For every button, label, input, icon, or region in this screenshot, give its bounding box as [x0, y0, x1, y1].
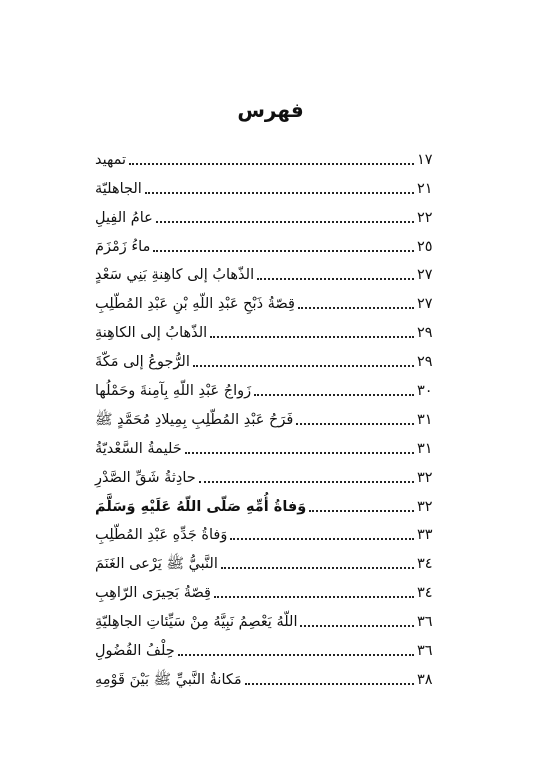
toc-entry-title: قِصّةُ بَحِيرَى الرّاهِبِ	[95, 585, 211, 602]
toc-entry	[93, 574, 441, 603]
dot-leader	[221, 567, 414, 569]
toc-entry-title: الجاهليّة	[95, 180, 142, 197]
toc-entry-page-number: ٣٢	[417, 469, 433, 486]
toc-entry-title: حادِثةُ شَقِّ الصَّدْرِ	[95, 469, 196, 486]
toc-entry	[93, 459, 441, 488]
toc-entry-page-number: ٣٤	[417, 556, 433, 573]
toc-entry-title: عامُ الفِيلِ	[95, 209, 153, 226]
dot-leader	[298, 307, 414, 309]
dot-leader	[230, 538, 414, 540]
toc-entry-title: حَليمةُ السَّعْديّةُ	[95, 440, 182, 457]
toc-entry-page-number: ٣١	[417, 411, 433, 428]
toc-entry	[93, 545, 441, 574]
toc-entry-page-number: ٢١	[417, 180, 433, 197]
toc-entry-page-number: ٣٠	[417, 383, 433, 400]
toc-entry-title: زَواجُ عَبْدِ اللّهِ بِآمِنةَ وحَمْلُها	[95, 383, 252, 400]
toc-entry	[93, 372, 441, 401]
toc-entry	[93, 343, 441, 372]
toc-entry	[93, 661, 441, 690]
toc-entry	[93, 170, 441, 199]
toc-entry-title: الذّهابُ إلى كاهِنةِ بَنِي سَعْدٍ	[95, 267, 255, 284]
toc-entry-title: فَرَحُ عَبْدِ المُطّلِبِ بِمِيلادِ مُحَمَّدٍ ﷺ	[95, 411, 294, 428]
toc-entry	[93, 285, 441, 314]
toc-entry-title: الرُّجوعُ إلى مَكّةَ	[95, 354, 190, 371]
table-of-contents	[93, 141, 441, 690]
toc-entry-page-number: ٢٥	[417, 238, 433, 255]
toc-entry	[93, 199, 441, 228]
toc-entry-page-number: ٢٧	[417, 296, 433, 313]
toc-entry	[93, 517, 441, 546]
toc-entry-page-number: ٣٦	[417, 614, 433, 631]
toc-entry-title: النَّبيُّ ﷺ يَرْعى الغَنَمَ	[95, 556, 218, 573]
dot-leader	[153, 250, 414, 252]
toc-entry-page-number: ٢٢	[417, 209, 433, 226]
toc-entry-page-number: ٣٨	[417, 671, 433, 688]
toc-entry-title: وَفاةُ أُمِّهِ صَلّى اللّهُ عَلَيْهِ وَسَلَّمَ	[95, 498, 307, 515]
toc-entry-page-number: ٢٧	[417, 267, 433, 284]
toc-entry-title: ماءُ زَمْزَمَ	[95, 238, 151, 255]
page-title: فهرس	[237, 98, 304, 122]
toc-entry	[93, 257, 441, 286]
toc-entry-title: وَفاةُ جَدِّهِ عَبْدِ المُطّلِبِ	[95, 527, 228, 544]
toc-entry-page-number: ٢٩	[417, 354, 433, 371]
toc-entry	[93, 141, 441, 170]
toc-entry-page-number: ١٧	[417, 151, 433, 168]
toc-entry	[93, 488, 441, 517]
dot-leader	[185, 452, 414, 454]
toc-entry	[93, 603, 441, 632]
toc-entry-title: مَكانةُ النَّبيِّ ﷺ بَيْنَ قَوْمِهِ	[95, 671, 242, 688]
toc-entry	[93, 228, 441, 257]
toc-entry-title: الذّهابُ إلى الكاهِنةِ	[95, 325, 208, 342]
toc-entry-title: حِلْفُ الفُضُولِ	[95, 643, 175, 660]
dot-leader	[254, 394, 414, 396]
toc-entry-page-number: ٣٣	[417, 527, 433, 544]
dot-leader	[145, 192, 414, 194]
dot-leader	[210, 336, 414, 338]
toc-entry-page-number: ٣٦	[417, 643, 433, 660]
dot-leader	[300, 625, 414, 627]
toc-entry	[93, 430, 441, 459]
toc-entry-page-number: ٣٢	[417, 498, 433, 515]
dot-leader	[193, 365, 414, 367]
toc-entry-page-number: ٢٩	[417, 325, 433, 342]
toc-entry	[93, 401, 441, 430]
dot-leader	[178, 654, 414, 656]
dot-leader	[245, 683, 414, 685]
dot-leader	[257, 278, 414, 280]
toc-entry	[93, 314, 441, 343]
dot-leader	[199, 481, 414, 483]
toc-entry	[93, 632, 441, 661]
dot-leader	[296, 423, 414, 425]
toc-entry-title: اللّهُ يَعْصِمُ نَبِيَّهُ مِنْ سَيِّئاتِ الجاهِليّةِ	[95, 614, 298, 631]
toc-entry-title: قِصّةُ ذَبْحِ عَبْدِ اللّهِ بْنِ عَبْدِ المُطّلِبِ	[95, 296, 295, 313]
toc-entry-page-number: ٣٤	[417, 585, 433, 602]
dot-leader	[156, 221, 414, 223]
toc-entry-title: تمهيد	[95, 151, 127, 168]
toc-entry-page-number: ٣١	[417, 440, 433, 457]
dot-leader	[309, 510, 414, 512]
dot-leader	[214, 596, 414, 598]
dot-leader	[129, 163, 414, 165]
